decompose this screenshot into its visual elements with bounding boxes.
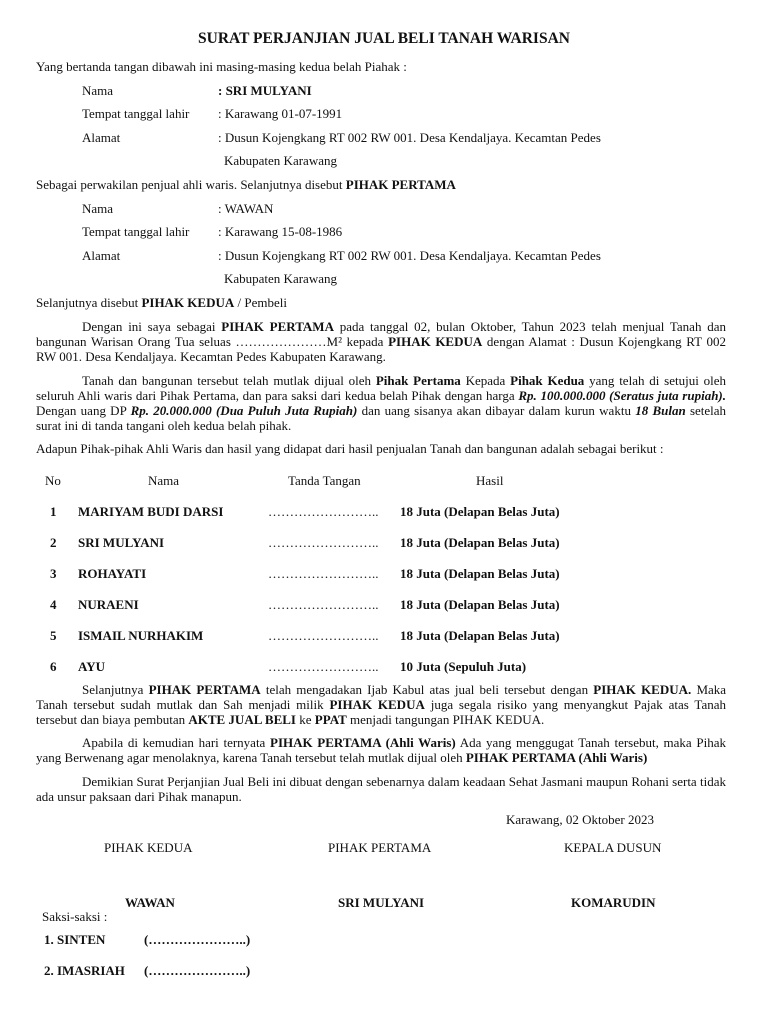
party2-description (36, 295, 287, 310)
signatory-role-seller: PIHAK PERTAMA (328, 840, 432, 855)
row-no: 2 (50, 535, 57, 550)
row-no: 6 (50, 659, 57, 674)
row-name: ISMAIL NURHAKIM (78, 628, 204, 643)
signatory-name-buyer: WAWAN (125, 895, 175, 910)
table-header-row (0, 473, 768, 488)
row-name: MARIYAM BUDI DARSI (78, 504, 224, 519)
party1-role: PIHAK PERTAMA (345, 177, 456, 192)
party2-address-value-2: Kabupaten Karawang (224, 271, 337, 286)
paragraph-price-terms (36, 373, 726, 433)
party2-birth-value: : Karawang 15-08-1986 (218, 224, 343, 239)
party2-address-label: Alamat (82, 248, 121, 263)
party2-name-label: Nama (82, 201, 114, 216)
row-signature: …………………….. (268, 597, 379, 612)
p3-text-e: Maka Tanah tersebut sudah mutlak dan Sah menjadi milik (36, 682, 727, 712)
witness-1-signature: (…………………..) (144, 932, 251, 947)
p1-text-e: dengan Alamat : Dusun Kojengkang RT 002 RW 001. Desa Kendaljaya. Kecamtan Pedes Kabupaten Karawang. (36, 334, 727, 364)
p4-text-a: Apabila di kemudian hari ternyata (82, 735, 266, 750)
p3-text-j: PPAT (314, 712, 347, 727)
signatory-role-buyer: PIHAK KEDUA (104, 840, 193, 855)
p1-text-d: PIHAK KEDUA (388, 334, 483, 349)
party1-desc-text: Sebagai perwakilan penjual ahli waris. Selanjutnya disebut (36, 177, 343, 192)
party2-desc-pre: Selanjutnya disebut (36, 295, 139, 310)
row-result: 18 Juta (Delapan Belas Juta) (400, 535, 560, 550)
signatory-role-village-head: KEPALA DUSUN (564, 840, 662, 855)
p2-text-d: Pihak Kedua (510, 373, 585, 388)
party2-birth-label: Tempat tanggal lahir (82, 224, 190, 239)
p2-text-i: dan uang sisanya akan dibayar dalam kurun waktu (361, 403, 631, 418)
row-no: 5 (50, 628, 57, 643)
row-signature: …………………….. (268, 566, 379, 581)
p2-text-h: Rp. 20.000.000 (Dua Puluh Juta Rupiah) (130, 403, 358, 418)
row-name: AYU (78, 659, 105, 674)
table-row (0, 659, 768, 674)
paragraph-dispute-clause (36, 735, 726, 765)
party2-role: PIHAK KEDUA (141, 295, 235, 310)
paragraph-closing (36, 774, 726, 804)
intro-text: Yang bertanda tangan dibawah ini masing-masing kedua belah Piahak : (36, 59, 407, 74)
heirs-intro: Adapun Pihak-pihak Ahli Waris dan hasil yang didapat dari hasil penjualan Tanah dan bangunan adalah sebagai berikut : (36, 441, 664, 456)
header-no: No (45, 473, 61, 488)
row-name: NURAENI (78, 597, 139, 612)
party2-name-value: : WAWAN (218, 201, 274, 216)
witness-2-signature: (…………………..) (144, 963, 251, 978)
table-row (0, 535, 768, 550)
p2-text-b: Pihak Pertama (375, 373, 461, 388)
row-result: 18 Juta (Delapan Belas Juta) (400, 628, 560, 643)
row-no: 3 (50, 566, 57, 581)
witness-2-name: 2. IMASRIAH (44, 963, 125, 978)
p2-text-f: Rp. 100.000.000 (Seratus juta rupiah). (518, 388, 727, 403)
p1-text-b: PIHAK PERTAMA (221, 319, 334, 334)
p3-text-d: PIHAK KEDUA. (593, 682, 692, 697)
table-row (0, 628, 768, 643)
party1-description (36, 177, 456, 192)
row-name: SRI MULYANI (78, 535, 165, 550)
p3-text-i: ke (299, 712, 312, 727)
p3-text-c: telah mengadakan Ijab Kabul atas jual beli tersebut dengan (265, 682, 589, 697)
p1-text-a: Dengan ini saya sebagai (82, 319, 216, 334)
party1-name-value: : SRI MULYANI (218, 83, 312, 98)
row-name: ROHAYATI (78, 566, 147, 581)
p2-text-a: Tanah dan bangunan tersebut telah mutlak dijual oleh (82, 373, 372, 388)
table-row (0, 566, 768, 581)
p3-text-b: PIHAK PERTAMA (148, 682, 261, 697)
party1-address-value: : Dusun Kojengkang RT 002 RW 001. Desa Kendaljaya. Kecamtan Pedes (218, 130, 601, 145)
table-row (0, 597, 768, 612)
document-title: SURAT PERJANJIAN JUAL BELI TANAH WARISAN (198, 30, 570, 47)
p5-text: Demikian Surat Perjanjian Jual Beli ini dibuat dengan sebenarnya dalam keadaan Sehat Jasmani maupun Rohani serta tidak ada unsur paksaan dari Pihak manapun. (36, 774, 726, 804)
row-signature: …………………….. (268, 628, 379, 643)
row-no: 1 (50, 504, 57, 519)
row-result: 18 Juta (Delapan Belas Juta) (400, 566, 560, 581)
paragraph-ijab-kabul (36, 682, 726, 727)
party1-name-label: Nama (82, 83, 114, 98)
row-result: 10 Juta (Sepuluh Juta) (400, 659, 527, 674)
party2-address-value: : Dusun Kojengkang RT 002 RW 001. Desa Kendaljaya. Kecamtan Pedes (218, 248, 601, 263)
p2-text-e: yang telah di setujui oleh seluruh Ahli waris dari Pihak Pertama, dan para saksi dari kedua belah Pihak dengan harga (36, 373, 727, 403)
p2-text-k: setelah surat ini di tanda tangani oleh kedua belah pihak. (36, 403, 727, 433)
party1-address-value-2: Kabupaten Karawang (224, 153, 337, 168)
p3-text-g: juga segala risiko yang menyangkut Pajak atas Tanah tersebut dan biaya pembutan (36, 697, 726, 727)
p2-text-c: Kepada (465, 373, 506, 388)
row-signature: …………………….. (268, 659, 379, 674)
p4-text-c: Ada yang menggugat Tanah tersebut, maka Pihak yang Berwenang agar menolaknya, karena Tanah tersebut telah mutlak dijual oleh (36, 735, 726, 765)
p2-text-g: Dengan uang DP (36, 403, 127, 418)
paragraph-sale-statement (36, 319, 726, 364)
party2-desc-post: / Pembeli (237, 295, 287, 310)
witness-label: Saksi-saksi : (42, 909, 108, 924)
p2-text-j: 18 Bulan (635, 403, 686, 418)
signatory-name-village-head: KOMARUDIN (571, 895, 656, 910)
p4-text-b: PIHAK PERTAMA (Ahli Waris) (270, 735, 456, 750)
row-signature: …………………….. (268, 504, 379, 519)
header-name: Nama (148, 473, 180, 488)
row-no: 4 (50, 597, 57, 612)
row-result: 18 Juta (Delapan Belas Juta) (400, 504, 560, 519)
p3-text-a: Selanjutnya (82, 682, 144, 697)
p3-text-f: PIHAK KEDUA (329, 697, 425, 712)
table-row (0, 504, 768, 519)
row-signature: …………………….. (268, 535, 379, 550)
row-result: 18 Juta (Delapan Belas Juta) (400, 597, 560, 612)
party1-birth-value: : Karawang 01-07-1991 (218, 106, 343, 121)
party1-birth-label: Tempat tanggal lahir (82, 106, 190, 121)
header-signature: Tanda Tangan (288, 473, 361, 488)
p3-text-k: menjadi tangungan PIHAK KEDUA. (350, 712, 545, 727)
place-date: Karawang, 02 Oktober 2023 (506, 812, 655, 827)
p4-text-d: PIHAK PERTAMA (Ahli Waris) (465, 750, 648, 765)
witness-1-name: 1. SINTEN (44, 932, 106, 947)
header-result: Hasil (476, 473, 504, 488)
p3-text-h: AKTE JUAL BELI (188, 712, 296, 727)
p1-text-c: pada tanggal 02, bulan Oktober, Tahun 2023 telah menjual Tanah dan bangunan Warisan Orang Tua seluas …………………M² kepada (36, 319, 726, 349)
party1-address-label: Alamat (82, 130, 121, 145)
signatory-name-seller: SRI MULYANI (338, 895, 425, 910)
